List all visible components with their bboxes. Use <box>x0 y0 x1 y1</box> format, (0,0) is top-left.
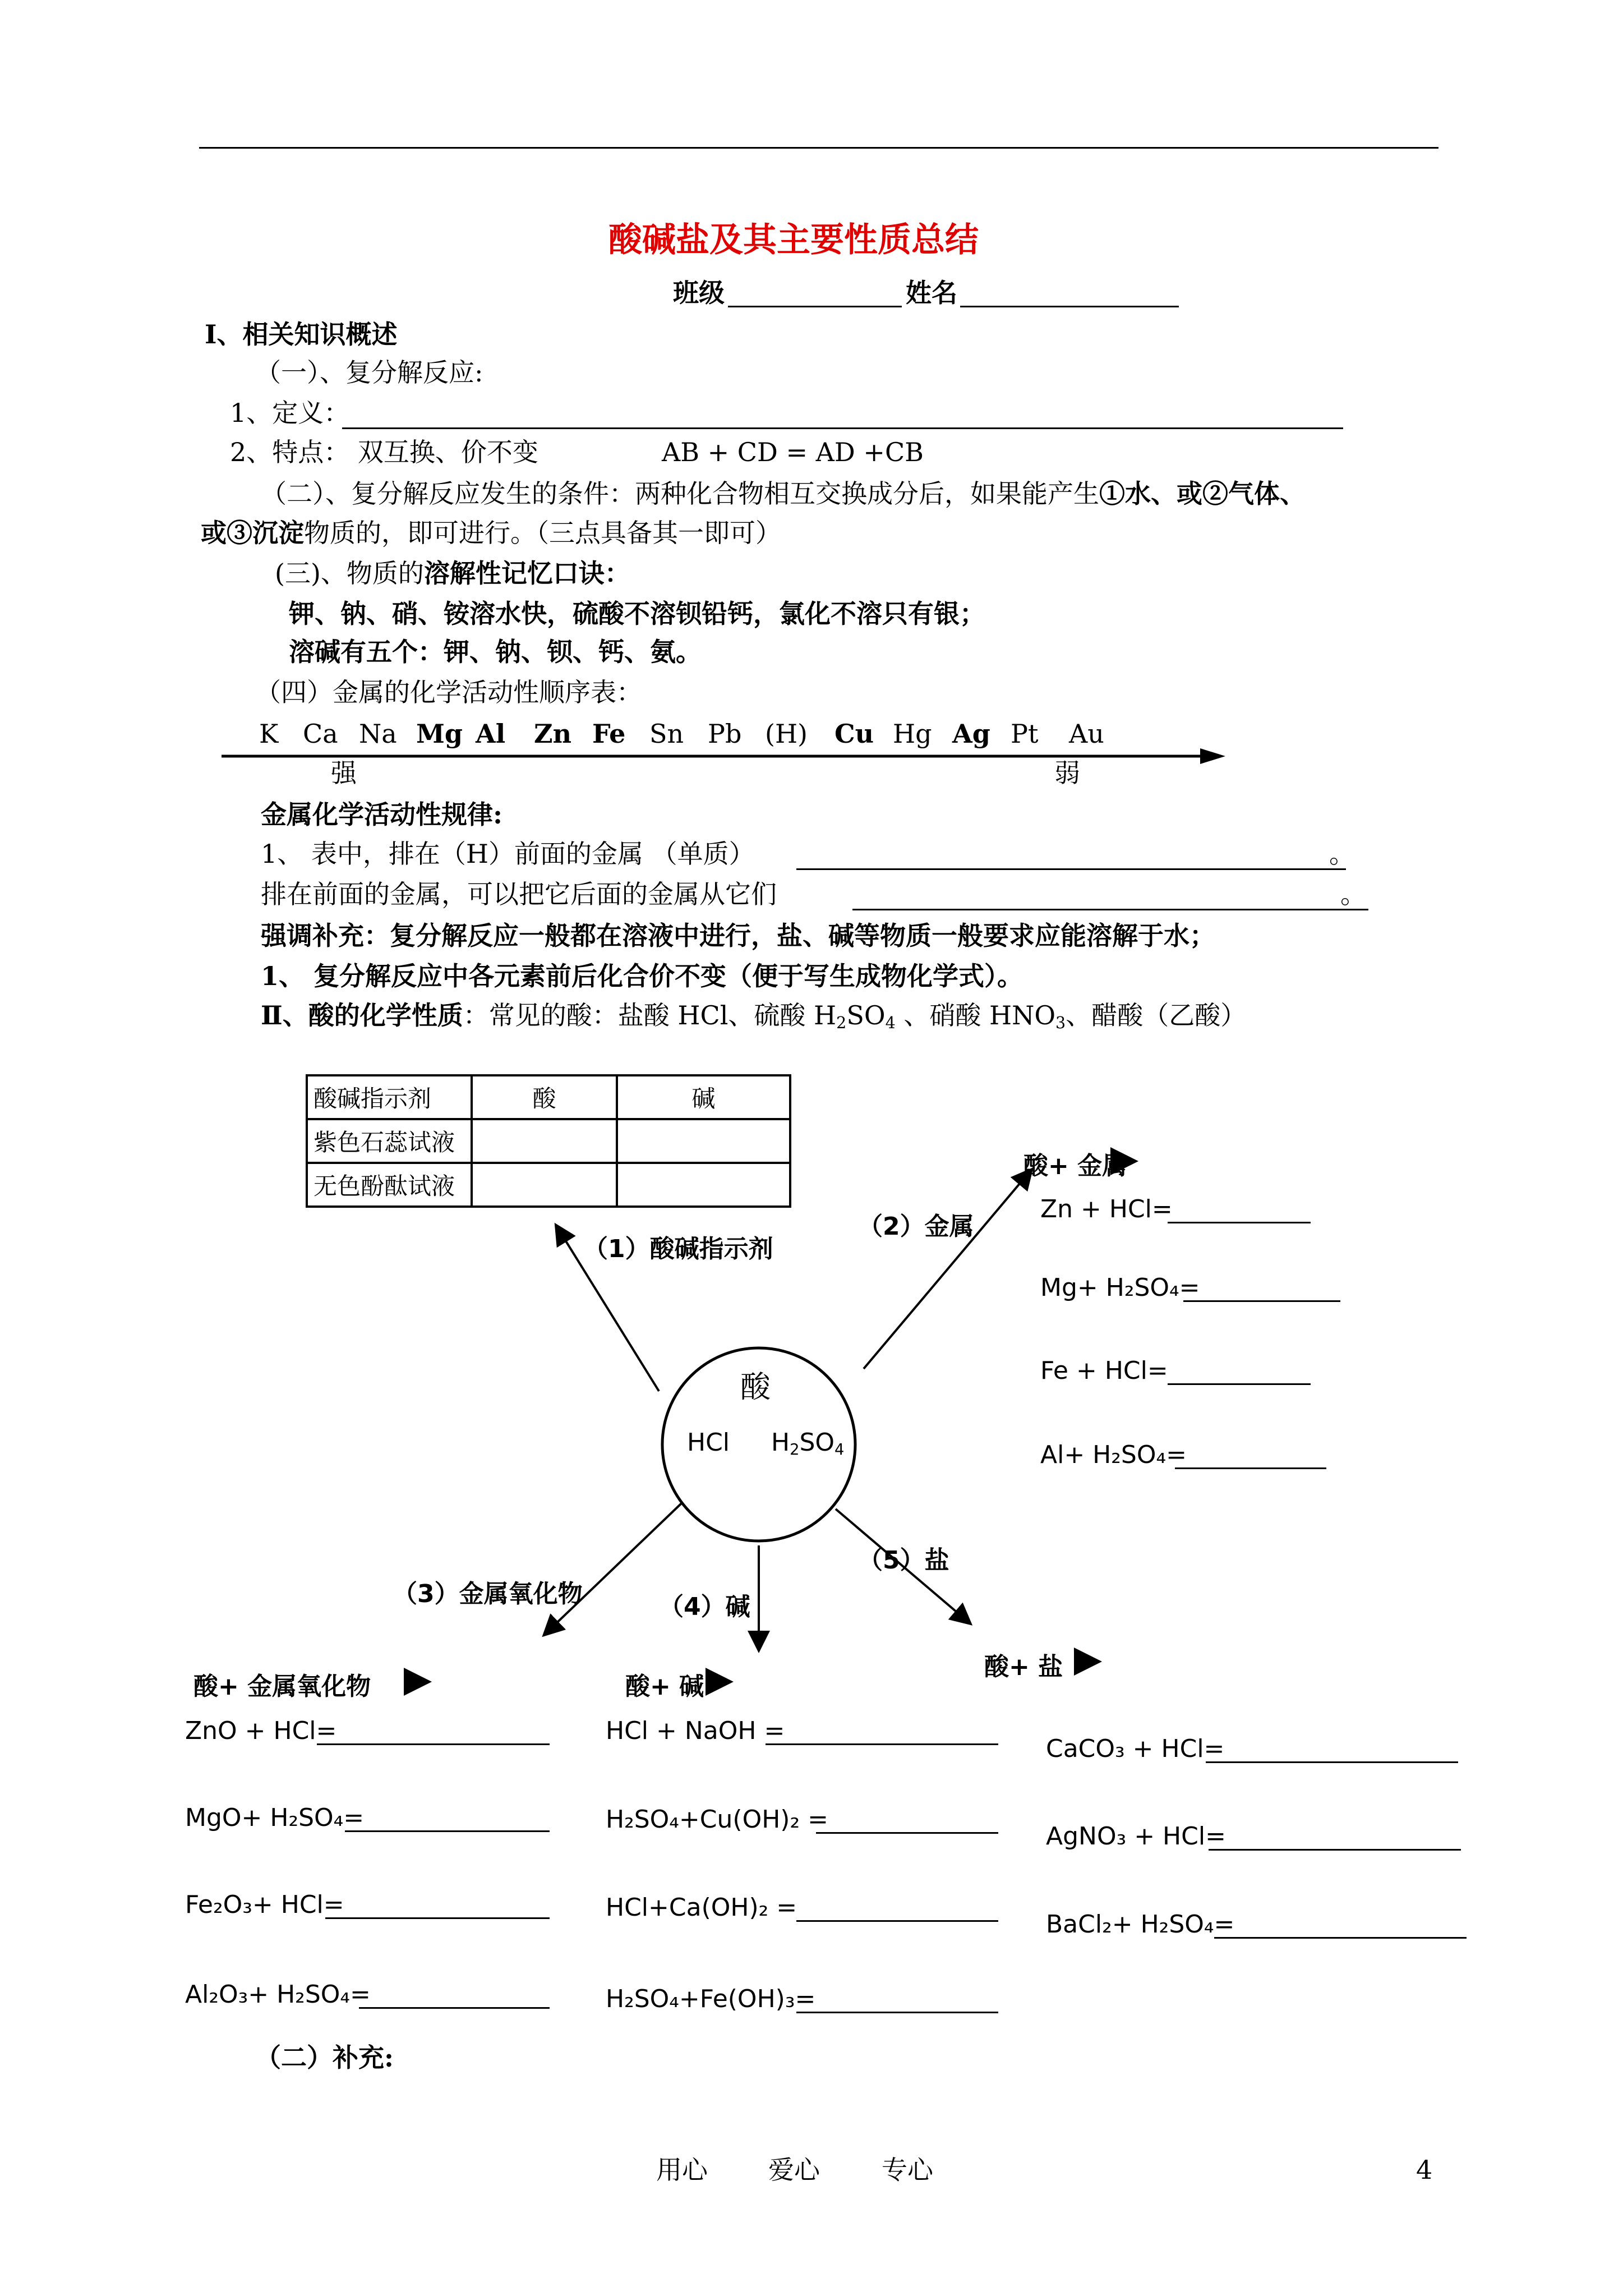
answer-blank[interactable] <box>796 1920 998 1922</box>
answer-blank[interactable] <box>1168 1383 1311 1385</box>
metal-equation: Al+ H₂SO₄= <box>1040 1441 1187 1469</box>
circle-acid-label: 酸 <box>740 1369 771 1405</box>
answer-blank[interactable] <box>766 1743 998 1745</box>
condition-emphasis-2: 或③沉淀 <box>201 518 304 548</box>
activity-heading: （四）金属的化学活动性顺序表： <box>255 677 642 707</box>
circle-hcl: HCl <box>687 1428 730 1457</box>
metal-cu: Cu <box>834 719 874 749</box>
metal-mg: Mg <box>416 719 463 749</box>
answer-blank[interactable] <box>796 2012 998 2013</box>
branch-indicator-label: （1）酸碱指示剂 <box>583 1235 773 1263</box>
metal-equation: Mg+ H₂SO₄= <box>1040 1273 1200 1302</box>
oxide-group-head: 酸+ 金属氧化物 <box>193 1672 371 1701</box>
common-acids-b: SO <box>846 1000 886 1030</box>
common-acids-a: ：常见的酸：盐酸 HCl、硫酸 H <box>463 1000 837 1030</box>
oxide-equation: MgO+ H₂SO₄= <box>185 1803 365 1832</box>
metal-ca: Ca <box>303 719 338 749</box>
circle-h2so4-a: H <box>771 1428 790 1457</box>
condition-text: （二）、复分解反应发生的条件：两种化合物相互交换成分后，如果能产生 <box>261 478 1099 509</box>
common-acids-d: 、醋酸（乙酸） <box>1066 1000 1247 1030</box>
metal-pb: Pb <box>708 719 742 749</box>
condition-text-2: 物质的，即可进行。（三点具备其一即可） <box>304 518 781 548</box>
metal-na: Na <box>359 719 397 749</box>
solubility-rule-1: 钾、钠、硝、铵溶水快，硫酸不溶钡铅钙，氯化不溶只有银； <box>289 599 985 629</box>
footer-item: 用心 <box>656 2155 708 2185</box>
salt-equation: CaCO₃ + HCl= <box>1046 1734 1225 1763</box>
rule-1-period: 。 <box>1329 839 1355 869</box>
oxide-equation: ZnO + HCl= <box>185 1717 337 1745</box>
metal-hg: Hg <box>893 719 932 749</box>
condition-emphasis: ①水、或②气体、 <box>1099 478 1306 509</box>
rule-heading: 金属化学活动性规律: <box>261 799 502 830</box>
answer-blank[interactable] <box>1175 1467 1326 1469</box>
base-equation: H₂SO₄+Fe(OH)₃= <box>606 1985 816 2013</box>
answer-blank[interactable] <box>1168 1222 1311 1223</box>
metal-equation: Zn + HCl= <box>1040 1195 1173 1223</box>
metal-ag: Ag <box>952 719 990 749</box>
branch-base-label: （4）碱 <box>659 1593 750 1621</box>
metal-al: Al <box>476 719 506 749</box>
circle-h2so4: $H_2SO_4$ <box>771 1428 845 1458</box>
base-equation: H₂SO₄+Cu(OH)₂ = <box>606 1805 828 1834</box>
oxide-equation: Al₂O₃+ H₂SO₄= <box>185 1980 371 2009</box>
oxide-equation: Fe₂O₃+ HCl= <box>185 1890 344 1919</box>
weak-label: 弱 <box>1054 758 1080 788</box>
name-label: 姓名 <box>906 278 957 308</box>
metal-k: K <box>259 719 279 749</box>
arrow-metal <box>864 1172 1029 1369</box>
branch-oxide-label: （3）金属氧化物 <box>393 1580 583 1608</box>
section2-heading: Ⅱ、酸的化学性质 <box>261 1000 463 1030</box>
section2-heading-line: Ⅱ、酸的化学性质：常见的酸：盐酸 HCl、硫酸 $H_2SO_4$ 、硝酸 $HNO_3$、醋酸（乙酸） <box>261 1000 1247 1033</box>
metal-h: (H) <box>765 719 808 749</box>
answer-blank[interactable] <box>1214 1937 1467 1939</box>
rule-1: 1、 表中，排在（H）前面的金属 （单质） <box>261 839 755 869</box>
section1-heading: Ⅰ、相关知识概述 <box>205 319 398 349</box>
metal-group-head: 酸+ 金属 <box>1023 1152 1127 1180</box>
common-acids-c: 、硝酸 HNO <box>895 1000 1056 1030</box>
base-equation: HCl+Ca(OH)₂ = <box>606 1893 797 1922</box>
answer-blank[interactable] <box>325 1917 550 1919</box>
salt-group-head: 酸+ 盐 <box>984 1653 1063 1681</box>
table-cell-phenolphthalein: 无色酚酞试液 <box>307 1163 472 1207</box>
table-header-base: 碱 <box>617 1075 790 1119</box>
answer-blank[interactable] <box>345 1830 550 1832</box>
emphasis-note: 强调补充：复分解反应一般都在溶液中进行，盐、碱等物质一般要求应能溶解于水； <box>261 921 1215 951</box>
feature-text: 2、特点： 双互换、价不变 <box>230 437 538 467</box>
strong-label: 强 <box>331 758 357 788</box>
solubility-heading-a: (三)、物质的 <box>275 558 424 588</box>
subsection-double-decomposition: （一）、复分解反应: <box>255 357 483 388</box>
valence-note: 1、 复分解反应中各元素前后化合价不变（便于写生成物化学式）。 <box>261 961 1023 991</box>
solubility-heading-b: 溶解性记忆口诀： <box>423 558 630 588</box>
table-header-indicator: 酸碱指示剂 <box>307 1075 472 1119</box>
metal-pt: Pt <box>1011 719 1039 749</box>
rule-2-period: 。 <box>1340 879 1366 909</box>
solubility-rule-2: 溶碱有五个：钾、钠、钡、钙、氨。 <box>289 637 702 667</box>
metal-zn: Zn <box>534 719 572 749</box>
supplement-heading: （二）补充: <box>255 2042 394 2073</box>
definition-label: 1、定义： <box>230 398 350 428</box>
salt-equation: AgNO₃ + HCl= <box>1046 1822 1226 1851</box>
metal-equation: Fe + HCl= <box>1040 1356 1168 1385</box>
feature-equation: AB + CD = AD +CB <box>662 437 924 467</box>
table-cell-litmus: 紫色石蕊试液 <box>307 1119 472 1163</box>
class-label: 班级 <box>673 278 725 308</box>
base-group-head: 酸+ 碱 <box>625 1672 704 1701</box>
metal-au: Au <box>1069 719 1104 749</box>
answer-blank[interactable] <box>359 2007 550 2009</box>
page-title: 酸碱盐及其主要性质总结 <box>608 220 979 260</box>
metal-fe: Fe <box>592 719 626 749</box>
answer-blank[interactable] <box>1183 1300 1340 1302</box>
answer-blank[interactable] <box>317 1743 550 1745</box>
footer-item: 专心 <box>882 2155 933 2185</box>
metal-sn: Sn <box>649 719 684 749</box>
branch-metal-label: （2）金属 <box>858 1212 974 1241</box>
table-header-acid: 酸 <box>472 1075 617 1119</box>
page-number: 4 <box>1416 2155 1433 2185</box>
salt-equation: BaCl₂+ H₂SO₄= <box>1046 1910 1235 1939</box>
answer-blank[interactable] <box>1209 1849 1461 1851</box>
rule-2: 排在前面的金属，可以把它后面的金属从它们 <box>261 879 777 909</box>
answer-blank[interactable] <box>1206 1761 1458 1763</box>
branch-salt-label: （5）盐 <box>858 1546 949 1575</box>
base-equation: HCl + NaOH = <box>606 1717 785 1745</box>
footer-item: 爱心 <box>768 2155 820 2185</box>
circle-h2so4-b: SO <box>799 1428 835 1457</box>
answer-blank[interactable] <box>816 1832 998 1834</box>
